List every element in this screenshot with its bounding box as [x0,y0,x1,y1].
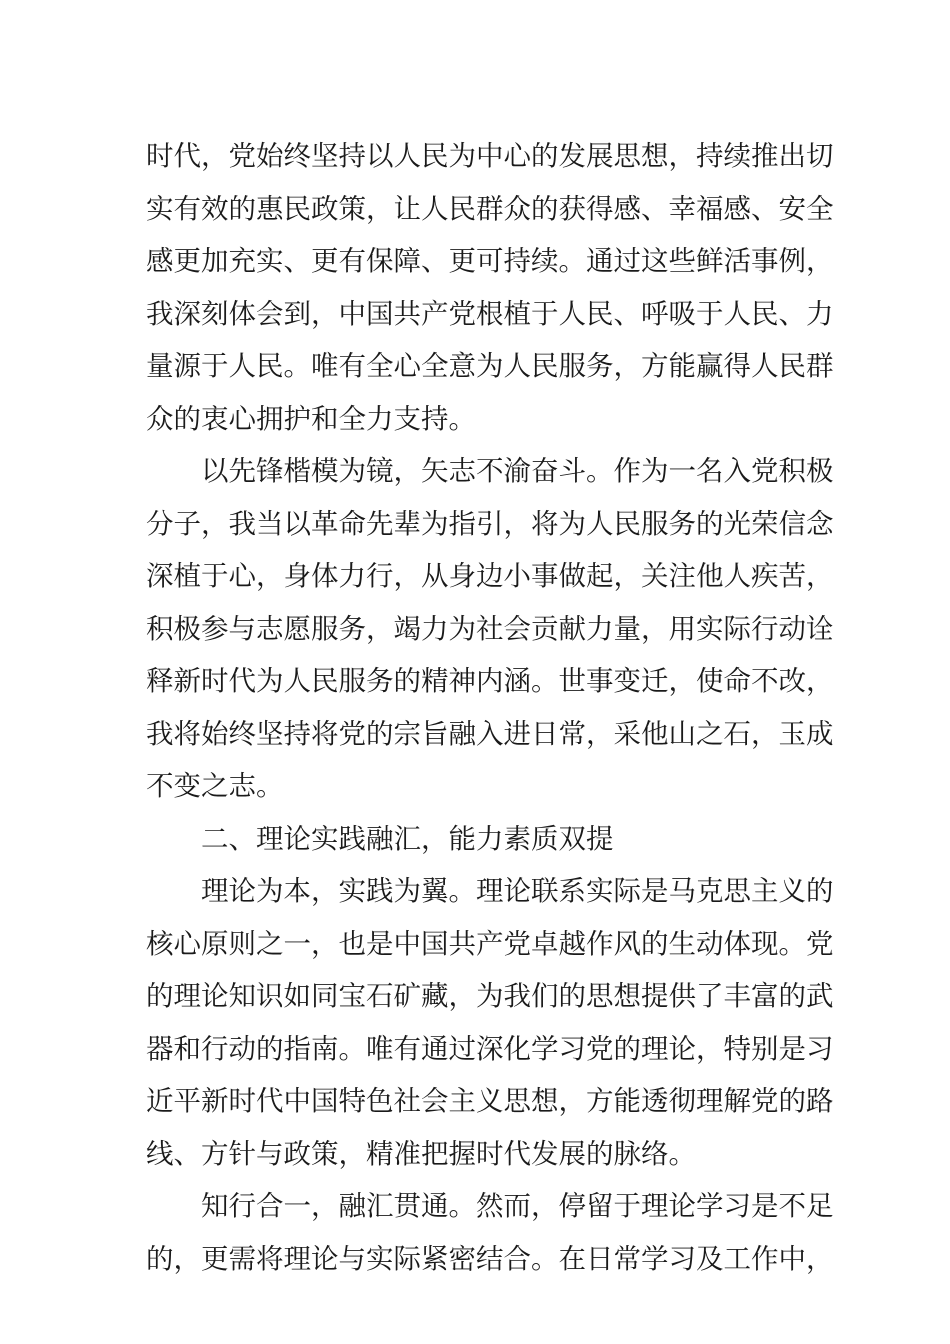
text-line: 感更加充实、更有保障、更可持续。通过这些鲜活事例， [146,245,834,277]
text-line: 我将始终坚持将党的宗旨融入进日常，采他山之石，玉成 [146,717,834,750]
text-line: 量源于人民。唯有全心全意为人民服务，方能赢得人民群 [146,350,834,382]
text-line: 时代，党始终坚持以人民为中心的发展思想，持续推出切 [146,140,834,172]
text-line: 积极参与志愿服务，竭力为社会贡献力量，用实际行动诠 [146,612,834,645]
paragraph-start-line: 理论为本，实践为翼。理论联系实际是马克思主义的 [201,875,834,907]
section-heading: 二、理论实践融汇，能力素质双提 [201,822,614,855]
text-line: 释新时代为人民服务的精神内涵。世事变迁，使命不改， [146,665,834,697]
text-line: 的，更需将理论与实际紧密结合。在日常学习及工作中， [146,1242,834,1275]
text-line: 器和行动的指南。唯有通过深化学习党的理论，特别是习 [146,1032,834,1065]
text-line: 线、方针与政策，精准把握时代发展的脉络。 [146,1137,696,1170]
paragraph-start-line: 以先锋楷模为镜，矢志不渝奋斗。作为一名入党积极 [201,455,834,487]
text-line: 众的衷心拥护和全力支持。 [146,402,476,435]
paragraph-start-line: 知行合一，融汇贯通。然而，停留于理论学习是不足 [201,1190,834,1222]
text-line: 深植于心，身体力行，从身边小事做起，关注他人疾苦， [146,560,834,592]
text-line: 近平新时代中国特色社会主义思想，方能透彻理解党的路 [146,1085,834,1117]
text-line: 核心原则之一，也是中国共产党卓越作风的生动体现。党 [146,927,834,960]
document-body [146,130,834,1285]
text-line: 分子，我当以革命先辈为指引，将为人民服务的光荣信念 [146,507,834,540]
text-line: 我深刻体会到，中国共产党根植于人民、呼吸于人民、力 [146,297,834,330]
text-line: 的理论知识如同宝石矿藏，为我们的思想提供了丰富的武 [146,980,834,1012]
text-line: 实有效的惠民政策，让人民群众的获得感、幸福感、安全 [146,192,834,225]
text-line: 不变之志。 [146,770,284,802]
